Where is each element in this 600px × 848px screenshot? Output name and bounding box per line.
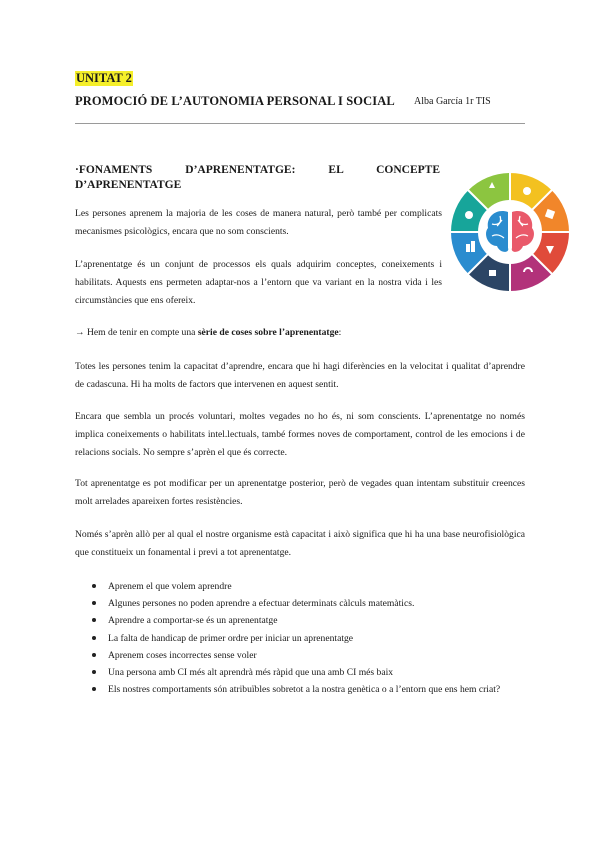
page-title: PROMOCIÓ DE L’AUTONOMIA PERSONAL I SOCIAL (75, 94, 395, 108)
paragraph-3 (75, 324, 525, 342)
list-item (92, 578, 532, 595)
bullet-dot-icon (92, 601, 96, 605)
paragraph-3-bold: sèrie de coses sobre l’aprenentatge (197, 327, 339, 338)
list-item-text: Una persona amb CI més alt aprendrà més ràpid que una amb CI més baix (108, 667, 394, 679)
list-item-text: Aprenem coses incorrectes sense voler (108, 649, 257, 661)
unit-label: UNITAT 2 (76, 71, 132, 85)
list-item-text: Algunes persones no poden aprendre a efectuar determinats càlculs matemàtics. (108, 598, 415, 610)
bullet-dot-icon (92, 687, 96, 691)
list-item (92, 681, 532, 698)
paragraph-5: Encara que sembla un procés voluntari, moltes vegades no ho és, ni som conscients. L’aprenentatge no només implica coneixements o habilitats intel.lectuals, també formes noves de comportament, control de les emocions i de relacions socials. No sempre s’aprèn el que és correcte. (75, 411, 525, 458)
list-item-text: Aprenem el que volem aprendre (108, 581, 232, 592)
author-label: Alba García 1r TIS (414, 96, 491, 107)
list-item (92, 630, 532, 647)
bullet-dot-icon (92, 670, 96, 674)
bullet-dot-icon (92, 653, 96, 657)
bullet-dot-icon (92, 584, 96, 588)
paragraph-2: L’aprenentatge és un conjunt de processos els quals adquirim conceptes, coneixements i habilitats. Aquests ens permeten adaptar-nos a l’entorn que va variant en la nostra vida i les circumstàncies que ens ofereix. (75, 259, 442, 306)
list-item (92, 612, 532, 629)
bullet-list (92, 578, 532, 698)
paragraph-7: Només s’aprèn allò per al qual el nostre organisme està capacitat i això significa que hi ha una base neurofisiològica que constitueix un fonamental i previ a tot aprenentatge. (75, 529, 525, 558)
paragraph-6: Tot aprenentatge es pot modificar per un aprenentatge posterior, però de vegades quan intentam substituir creences molt arrelades apareixen fortes resistències. (75, 478, 525, 507)
list-item-text: Aprendre a comportar-se és un aprenentatge (108, 615, 278, 627)
section-heading-line2: D’APRENENTATGE (75, 179, 182, 191)
list-item-text: Els nostres comportaments són atribuïbles sobretot a la nostra genètica o a l’entorn que ens hem criat? (108, 684, 501, 696)
section-heading-line1: ·FONAMENTS D’APRENENTATGE: EL CONCEPTE (75, 164, 440, 176)
list-item (92, 647, 532, 664)
section-heading (75, 163, 440, 193)
paragraph-3-prefix: → Hem de tenir en compte una (75, 327, 198, 338)
paragraph-4: Totes les persones tenim la capacitat d’aprendre, encara que hi hagi diferències en la velocitat i qualitat d’aprendre de cadascuna. Hi ha molts de factors que intervenen en aquest sentit. (75, 361, 525, 390)
bullet-dot-icon (92, 636, 96, 640)
list-item (92, 595, 532, 612)
brain-learning-wheel-icon (448, 170, 572, 294)
list-item-text: La falta de handicap de primer ordre per iniciar un aprenentatge (108, 632, 354, 644)
paragraph-3-suffix: : (338, 327, 342, 338)
paragraph-1: Les persones aprenem la majoria de les coses de manera natural, però també per complicats mecanismes psicològics, encara que no som conscients. (75, 208, 442, 237)
bullet-dot-icon (92, 618, 96, 622)
header-divider (75, 123, 525, 124)
list-item (92, 664, 532, 681)
